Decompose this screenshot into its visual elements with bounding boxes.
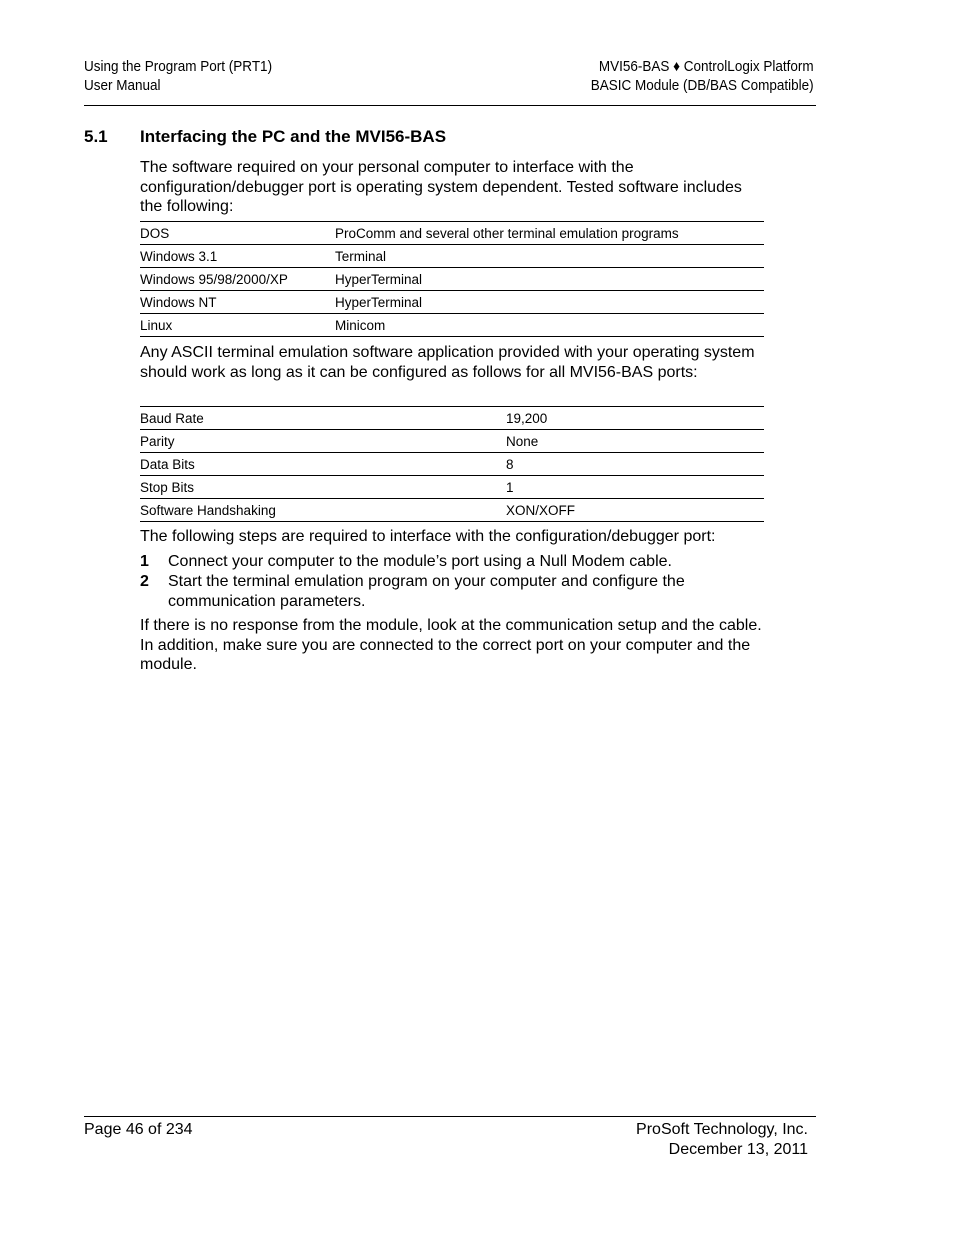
software-cell: HyperTerminal [335, 291, 764, 314]
header-module: BASIC Module (DB/BAS Compatible) [591, 77, 814, 94]
software-table [140, 221, 764, 337]
setting-name-cell: Stop Bits [140, 476, 506, 499]
setting-value-cell: None [506, 430, 764, 453]
step-number: 2 [140, 573, 149, 590]
footer-divider [84, 1116, 816, 1117]
table-row [140, 268, 764, 291]
footer-right [636, 1120, 808, 1159]
setting-value-cell: 8 [506, 453, 764, 476]
setting-name-cell: Software Handshaking [140, 499, 506, 522]
section-title: Interfacing the PC and the MVI56-BAS [140, 127, 447, 146]
os-cell: DOS [140, 222, 335, 245]
os-cell: Windows 95/98/2000/XP [140, 268, 335, 291]
table-row [140, 476, 764, 499]
table-row [140, 407, 764, 430]
header-chapter-title: Using the Program Port (PRT1) [84, 58, 273, 75]
software-cell: HyperTerminal [335, 268, 764, 291]
table-row [140, 430, 764, 453]
header-left [84, 57, 272, 95]
port-settings-table [140, 406, 764, 522]
table-row [140, 314, 764, 337]
software-cell: ProComm and several other terminal emulation programs [335, 222, 764, 245]
steps-intro: The following steps are required to interface with the configuration/debugger port: [140, 528, 716, 545]
os-cell: Windows NT [140, 291, 335, 314]
os-cell: Linux [140, 314, 335, 337]
table-row [140, 453, 764, 476]
intro-paragraph: The software required on your personal computer to interface with the configuration/debugger port is operating system dependent. Tested software includes the following: [140, 159, 742, 215]
header-right [591, 57, 814, 95]
footer-company: ProSoft Technology, Inc. [636, 1121, 808, 1138]
section-number: 5.1 [84, 127, 108, 146]
table-row [140, 291, 764, 314]
os-cell: Windows 3.1 [140, 245, 335, 268]
setting-name-cell: Baud Rate [140, 407, 506, 430]
step-text: Connect your computer to the module’s port using a Null Modem cable. [168, 553, 672, 570]
table-row [140, 499, 764, 522]
table-row [140, 222, 764, 245]
setting-name-cell: Data Bits [140, 453, 506, 476]
software-cell: Minicom [335, 314, 764, 337]
footer-date: December 13, 2011 [668, 1140, 808, 1158]
closing-paragraph: If there is no response from the module, look at the communication setup and the cable. In addition, make sure you are connected to the correct port on your computer and the module. [140, 617, 762, 673]
header-product: MVI56-BAS ♦ ControlLogix Platform [599, 58, 814, 75]
setting-value-cell: 19,200 [506, 407, 764, 430]
setting-value-cell: XON/XOFF [506, 499, 764, 522]
header-divider [84, 105, 816, 106]
setting-value-cell: 1 [506, 476, 764, 499]
ascii-paragraph: Any ASCII terminal emulation software application provided with your operating system should work as long as it can be configured as follows for all MVI56-BAS ports: [140, 344, 755, 381]
header-doc-type: User Manual [84, 77, 161, 94]
step-number: 1 [140, 553, 149, 570]
software-cell: Terminal [335, 245, 764, 268]
setting-name-cell: Parity [140, 430, 506, 453]
page-number: Page 46 of 234 [84, 1121, 193, 1138]
step-text: Start the terminal emulation program on your computer and configure the communication parameters. [168, 573, 685, 610]
table-row [140, 245, 764, 268]
